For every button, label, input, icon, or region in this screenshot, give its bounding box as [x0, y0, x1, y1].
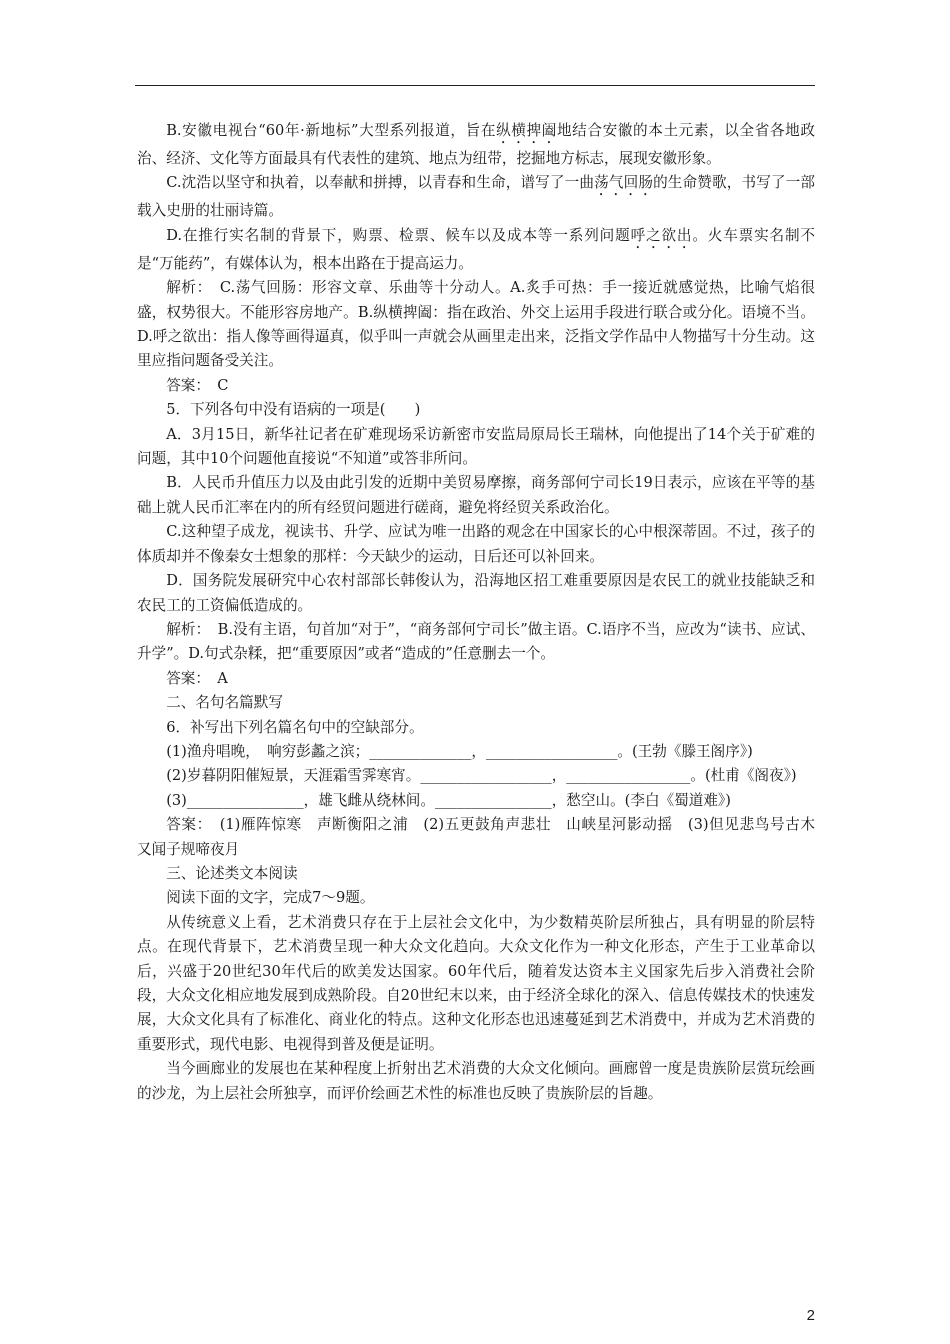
option-d-idiom: D.在推行实名制的背景下，购票、检票、候车以及成本等一系列问题呼之欲出。火车票实名制不是“万能药”，有媒体认为，根本出路在于提高运力。	[137, 226, 815, 272]
question-6: 6．补写出下列名篇名句中的空缺部分。	[166, 718, 424, 736]
q5-option-d: D．国务院发展研究中心农村部部长韩俊认为，沿海地区招工难重要原因是农民工的就业技能缺乏和农民工的工资偏低造成的。	[137, 572, 815, 614]
emphasized-idiom: 呼之欲出	[630, 226, 693, 244]
reading-instruction: 阅读下面的文字，完成7～9题。	[166, 889, 375, 907]
q6-item-2: (2)岁暮阴阳催短景，天涯霜雪霁寒宵。__________________，_________________。(杜甫《阁夜》)	[166, 767, 797, 785]
answer-q6: 答案： (1)雁阵惊寒 声断衡阳之浦 (2)五更鼓角声悲壮 山峡星河影动摇 (3)但见悲鸟号古木 又闻子规啼夜月	[137, 816, 830, 858]
q6-item-1: (1)渔舟唱晚， 响穷彭蠡之滨；______________，__________________。(王勃《滕王阁序》)	[166, 742, 753, 760]
analysis-q5: 解析： B.没有主语，句首加“对于”，“商务部何宁司长”做主语。C.语序不当，应改为“读书、应试、升学”。D.句式杂糅，把“重要原因”或者“造成的”任意删去一个。	[137, 620, 815, 663]
passage-paragraph-1: 从传统意义上看，艺术消费只存在于上层社会文化中，为少数精英阶层所独占，具有明显的阶层特点。在现代背景下，艺术消费呈现一种大众文化趋向。大众文化作为一种文化形态，产生于工业革命以后，兴盛于20世纪30年代后的欧美发达国家。60年代后，随着发达资本主义国家先后步入消费社会阶段，大众文化相应地发展到成熟阶段。自20世纪末以来，由于经济全球化的深入、信息传媒技术的快速发展，大众文化具有了标准化、商业化的特点。这种文化形态也迅速蔓延到艺术消费中，并成为艺术消费的重要形式，现代电影、电视得到普及便是证明。	[137, 913, 815, 1053]
q6-item-3: (3)________________，雄飞雌从绕林间。________________，愁空山。(李白《蜀道难》)	[166, 791, 731, 809]
q5-option-c: C.这种望子成龙，视读书、升学、应试为唯一出路的观念在中国家长的心中根深蒂固。不过，孩子的体质却并不像秦女士想象的那样：今天缺少的运动，日后还可以补回来。	[137, 523, 815, 565]
section-heading-3: 三、论述类文本阅读	[166, 864, 298, 882]
answer-q5: 答案： A	[166, 669, 228, 687]
passage-paragraph-2: 当今画廊业的发展也在某种程度上折射出艺术消费的大众文化倾向。画廊曾一度是贵族阶层赏玩绘画的沙龙，为上层社会所独享，而评价绘画艺术性的标准也反映了贵族阶层的旨趣。	[137, 1060, 815, 1102]
question-5: 5．下列各句中没有语病的一项是( )	[166, 401, 421, 419]
option-b-idiom: B.安徽电视台“60年·新地标”大型系列报道，旨在纵横捭阖地结合安徽的本土元素，以全省各地政治、经济、文化等方面最具有代表性的建筑、地点为纽带，挖掘地方标志，展现安徽形象。	[137, 122, 815, 167]
emphasized-idiom: 纵横捭阖	[496, 122, 557, 139]
page-number: 2	[806, 1307, 815, 1324]
q5-option-a: A．3月15日，新华社记者在矿难现场采访新密市安监局原局长王瑞林，向他提出了14个关于矿难的问题，其中10个问题他直接说“不知道”或答非所问。	[137, 425, 815, 468]
option-c-idiom: C.沈浩以坚守和执着，以奉献和拼搏，以青春和生命，谱写了一曲荡气回肠的生命赞歌，书写了一部载入史册的壮丽诗篇。	[137, 174, 815, 220]
header-rule	[135, 85, 815, 86]
page-body	[137, 119, 830, 1106]
emphasized-idiom: 荡气回肠	[594, 174, 654, 192]
analysis-q4: 解析： C.荡气回肠：形容文章、乐曲等十分动人。A.炙手可热：手一接近就感觉热，比喻气焰很盛，权势很大。不能形容房地产。B.纵横捭阖：指在政治、外交上运用手段进行联合或分化。语境不当。D.呼之欲出：指人像等画得逼真，似乎叫一声就会从画里走出来，泛指文学作品中人物描写十分生动。这里应指问题备受关注。	[137, 279, 815, 370]
q5-option-b: B．人民币升值压力以及由此引发的近期中美贸易摩擦，商务部何宁司长19日表示，应该在平等的基础上就人民币汇率在内的所有经贸问题进行磋商，避免将经贸关系政治化。	[137, 474, 815, 516]
answer-q4: 答案： C	[166, 376, 229, 394]
section-heading-2: 二、名句名篇默写	[166, 694, 283, 712]
